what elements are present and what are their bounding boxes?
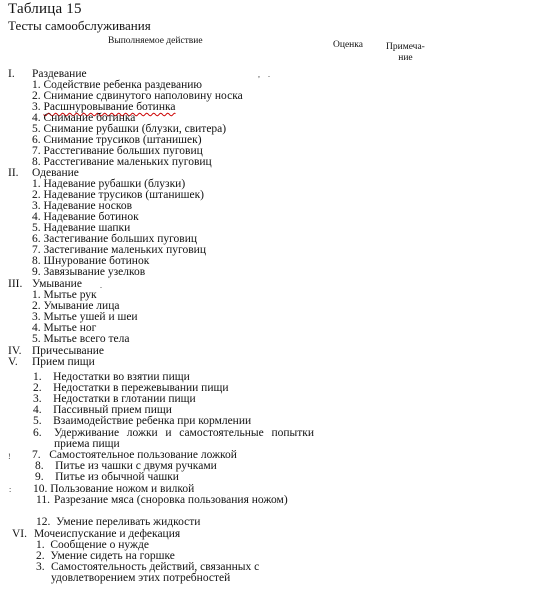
list-item: 4. Мытье ног [32, 322, 97, 334]
list-item: 2. Умывание лица [32, 300, 120, 312]
list-item: 8. Питье из чашки с двумя ручками [35, 460, 217, 472]
list-item: 2. Умение сидеть на горшке [36, 550, 175, 562]
section-number: V. [8, 356, 18, 368]
table-title: Тесты самообслуживания [8, 18, 151, 33]
section-number: VI. [12, 528, 28, 540]
list-item: 3. Расшнуровывание ботинка [32, 101, 176, 113]
list-item: 10. Пользование ножом и вилкой [33, 483, 195, 495]
list-item: 7. Самостоятельное пользование ложкой [32, 449, 237, 461]
column-header-action: Выполняемое действие [108, 36, 203, 46]
list-item: 6. Застегивание больших пуговиц [32, 233, 198, 245]
list-item: 3. [36, 561, 45, 573]
scan-mark: ! [8, 452, 11, 461]
list-item: 4. Пассивный прием пищи [33, 404, 172, 416]
list-item: 1. Недостатки во взятии пищи [33, 371, 190, 383]
list-item-text: Разрезание мяса (сноровка пользования ножом) [54, 494, 288, 506]
list-item: 5. Взаимодействие ребенка при кормлении [33, 415, 252, 427]
list-item: 3. Надевание носков [32, 200, 133, 212]
list-item: 1. Содействие ребенка раздеванию [32, 79, 203, 91]
list-item: 3. Недостатки в глотании пищи [33, 393, 196, 405]
section-number: I. [8, 68, 15, 80]
scan-mark: . [268, 70, 270, 79]
list-item: 8. Шнурование ботинок [32, 255, 150, 267]
section-label: Раздевание [32, 68, 87, 80]
list-item: 3. Мытье ушей и шеи [32, 311, 138, 323]
column-header-score: Оценка [333, 40, 363, 50]
list-item-text: Самостоятельность действий, связанных с удовлетворением этих потребностей [51, 561, 260, 584]
section-label: Прием пищи [32, 356, 95, 368]
list-item: 1. Мытье рук [32, 289, 97, 301]
list-item: 5. Мытье всего тела [32, 333, 130, 345]
section-label: Умывание [32, 278, 82, 290]
section-number: III. [8, 278, 23, 290]
list-item: 9. Завязывание узелков [32, 266, 146, 278]
list-item: 7. Расстегивание больших пуговиц [32, 145, 203, 157]
list-item: 12. Умение переливать жидкости [36, 516, 201, 528]
list-item: 8. Расстегивание маленьких пуговиц [32, 156, 212, 168]
column-header-note-line1: Примеча- [386, 42, 425, 52]
list-item: 1. Надевание рубашки (блузки) [32, 178, 186, 190]
section-label: Одевание [32, 167, 79, 179]
scan-mark: : [9, 485, 12, 494]
list-item: 11. [36, 494, 50, 506]
column-header-note [386, 42, 425, 64]
section-label: Причесывание [32, 345, 105, 357]
scan-mark: . [100, 281, 102, 290]
list-item: 2. Снимание сдвинутого наполовину носка [32, 90, 243, 102]
list-item: 9. Питье из обычной чашки [35, 471, 179, 483]
list-item: 6. Снимание трусиков (штанишек) [32, 134, 202, 146]
list-item: 2. Недостатки в пережевывании пищи [33, 382, 229, 394]
section-label: Мочеиспускание и дефекация [34, 528, 181, 540]
list-item: 5. Снимание рубашки (блузки, свитера) [32, 123, 227, 135]
column-header-note-line2: ние [398, 53, 413, 63]
list-item: 6. [33, 427, 42, 439]
list-item: 4. Снимание ботинка [32, 112, 136, 124]
list-item: 1. Сообщение о нужде [36, 539, 149, 551]
scan-mark: , [258, 70, 260, 79]
section-number: II. [8, 167, 19, 179]
list-item-text: Удерживание ложки и самостоятельные попытки приема пищи [54, 427, 314, 450]
list-item: 2. Надевание трусиков (штанишек) [32, 189, 205, 201]
list-item: 4. Надевание ботинок [32, 211, 139, 223]
list-item: 5. Надевание шапки [32, 222, 131, 234]
table-number: Таблица 15 [8, 1, 82, 17]
list-item: 7. Застегивание маленьких пуговиц [32, 244, 206, 256]
section-number: IV. [8, 345, 22, 357]
